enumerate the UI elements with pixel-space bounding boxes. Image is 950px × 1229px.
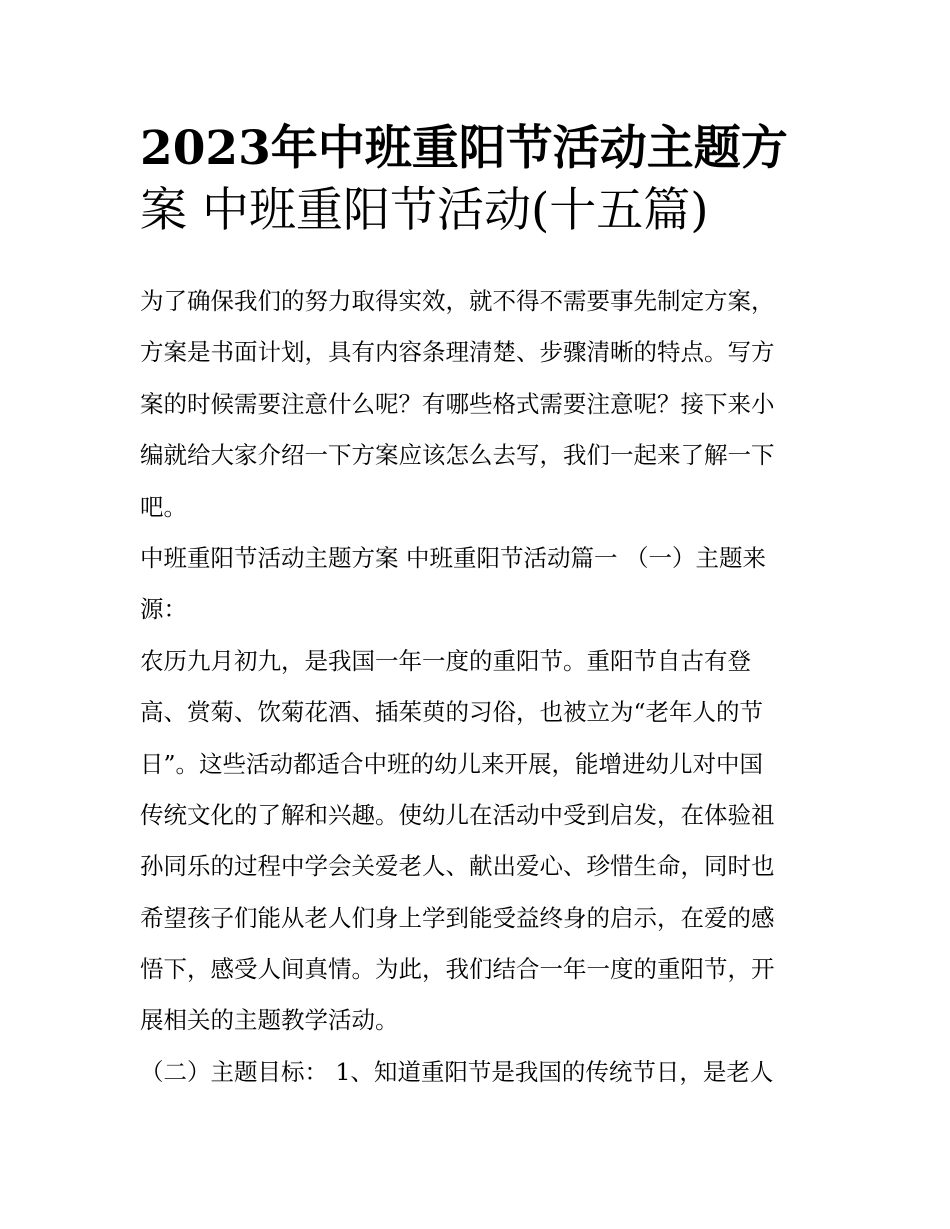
- document-title: [140, 118, 820, 242]
- body-line: 源：: [140, 595, 187, 624]
- body-line: 孙同乐的过程中学会关爱老人、献出爱心、珍惜生命，同时也: [140, 852, 775, 881]
- body-line: 案的时候需要注意什么呢？有哪些格式需要注意呢？接下来小: [140, 389, 775, 418]
- body-line: 编就给大家介绍一下方案应该怎么去写，我们一起来了解一下: [140, 441, 775, 470]
- body-line: 悟下，感受人间真情。为此，我们结合一年一度的重阳节，开: [140, 955, 775, 984]
- body-line: 传统文化的了解和兴趣。使幼儿在活动中受到启发，在体验祖: [140, 800, 775, 829]
- body-line: 方案是书面计划，具有内容条理清楚、步骤清晰的特点。写方: [140, 338, 775, 367]
- body-line: （二）主题目标： 1、知道重阳节是我国的传统节日，是老人: [140, 1057, 774, 1086]
- body-line: 为了确保我们的努力取得实效，就不得不需要事先制定方案，: [140, 287, 775, 315]
- body-line: 农历九月初九，是我国一年一度的重阳节。重阳节自古有登: [140, 646, 751, 675]
- body-line: 中班重阳节活动主题方案 中班重阳节活动篇一 （一）主题来: [140, 543, 766, 572]
- body-line: 吧。: [140, 492, 187, 521]
- body-line: 展相关的主题教学活动。: [140, 1006, 399, 1035]
- title-line-1: 2023年中班重阳节活动主题方: [140, 121, 788, 176]
- body-line: 希望孩子们能从老人们身上学到能受益终身的启示，在爱的感: [140, 903, 775, 932]
- title-line-2: 案 中班重阳节活动(十五篇): [140, 183, 709, 238]
- document-body: [140, 282, 830, 1104]
- body-line: 日”。这些活动都适合中班的幼儿来开展，能增进幼儿对中国: [140, 749, 764, 778]
- body-line: 高、赏菊、饮菊花酒、插茱萸的习俗，也被立为“老年人的节: [140, 698, 764, 727]
